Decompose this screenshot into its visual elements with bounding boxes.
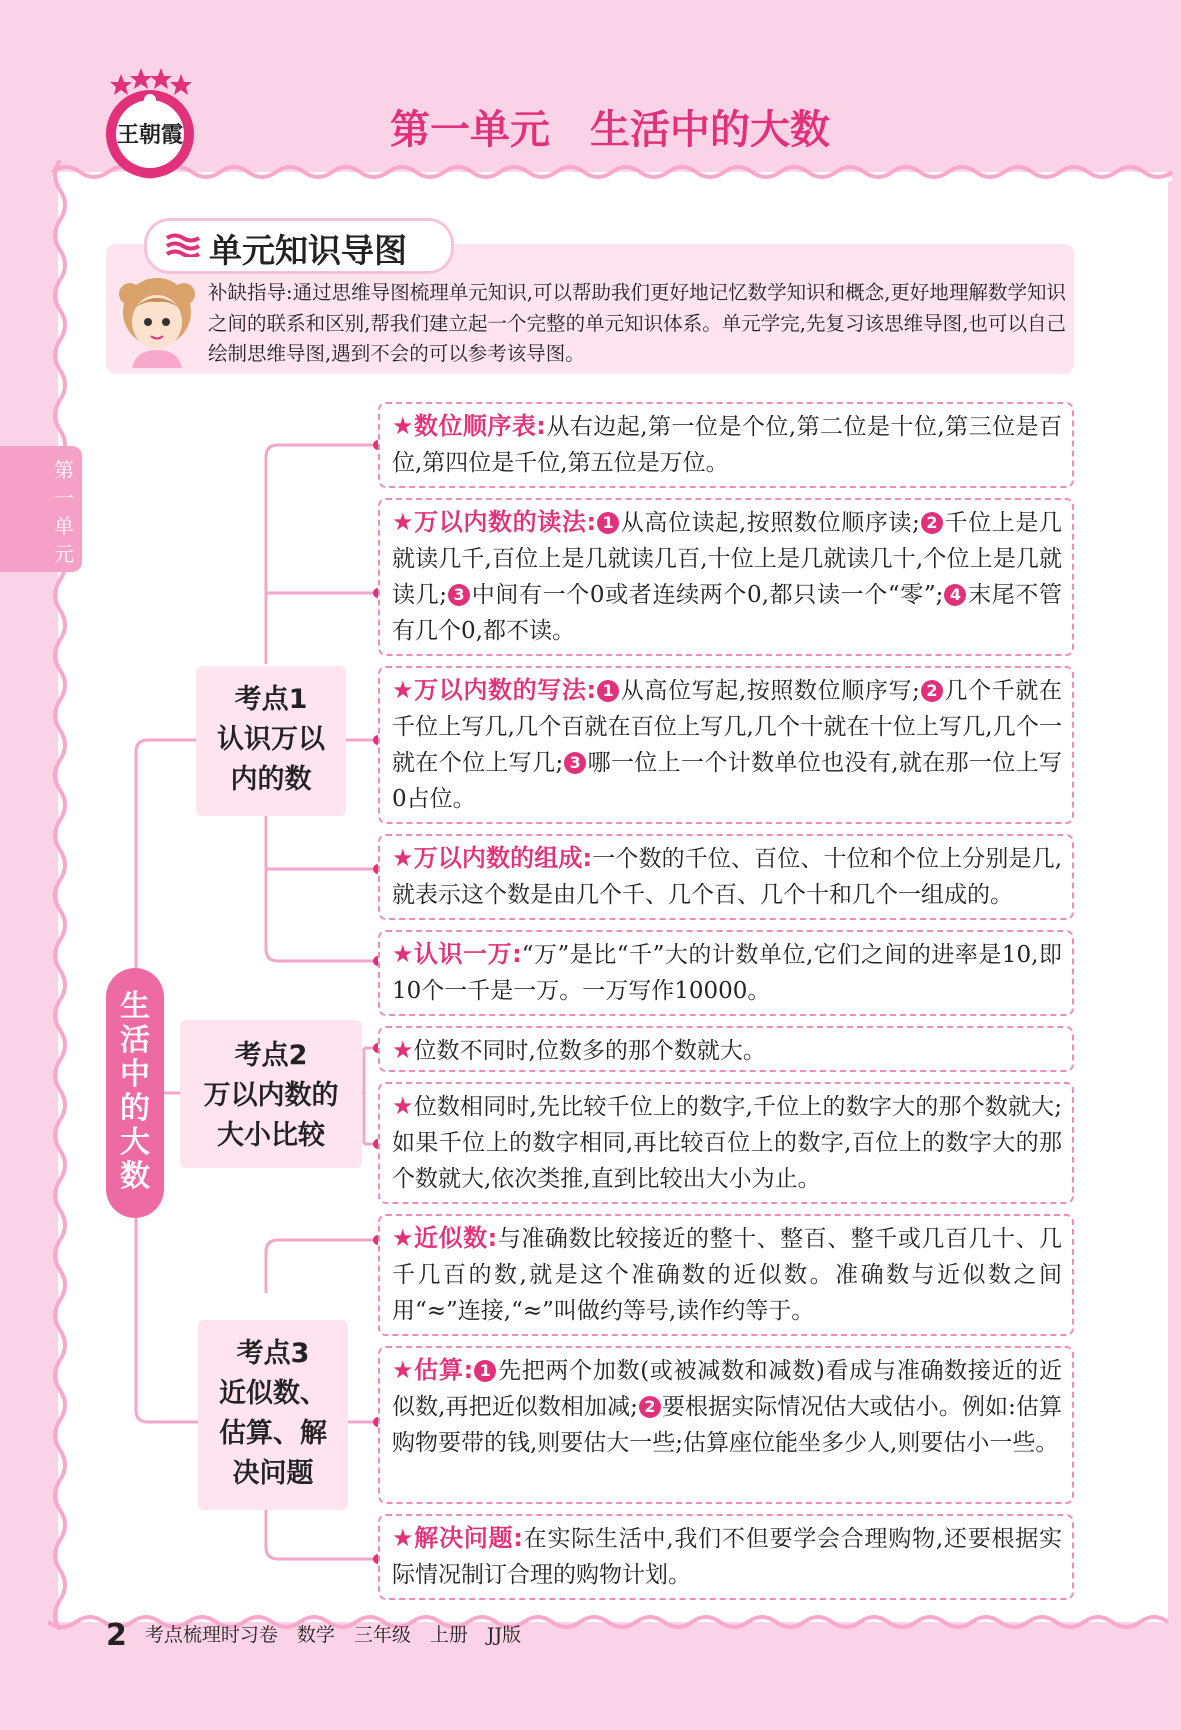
kaodian-line: 考点3: [236, 1338, 310, 1369]
kaodian-line: 决问题: [232, 1458, 314, 1489]
box-text: 从高位读起,按照数位顺序读;: [620, 510, 920, 536]
box-text: 位数相同时,先比较千位上的数字,千位上的数字大的那个数就大;如果千位上的数字相同,再比较百位上的数字,百位上的数字大的那个数就大,依次类推,直到比较出大小为止。: [392, 1094, 1062, 1192]
box-text: 千位上是几就读几千,百位上是几就读几百,十位上是几就读几十,个位上是几就读几;: [392, 510, 1063, 608]
kaodian-line: 估算、解: [219, 1418, 327, 1449]
box-text: 从高位写起,按照数位顺序写;: [620, 678, 920, 704]
knowledge-box-estimation: [378, 1346, 1074, 1504]
root-char: 大: [120, 1125, 150, 1160]
box-keyword: 认识一万:: [414, 940, 522, 968]
star-icon: ★: [392, 1224, 415, 1252]
box-text: “万”是比“千”大的计数单位,它们之间的进率是10,即10个一千是一万。一万写作10000。: [392, 942, 1062, 1004]
box-text: 在实际生活中,我们不但要学会合理购物,还要根据实际情况制订合理的购物计划。: [392, 1526, 1063, 1588]
footer-text: 考点梳理时习卷 数学 三年级 上册 JJ版: [144, 1624, 522, 1646]
kaodian-2-node: [180, 1020, 362, 1168]
kaodian-line: 考点1: [234, 684, 308, 715]
number-badge: 3: [448, 584, 470, 606]
kaodian-line: 万以内数的: [203, 1080, 339, 1111]
star-icon: ★: [392, 844, 414, 872]
box-text: 与准确数比较接近的整十、整百、整千或几百几十、几千几百的数,就是这个准确数的近似数。准确数与近似数之间用“≈”连接,“≈”叫做约等号,读作约等于。: [392, 1226, 1062, 1324]
kaodian-3-node: [198, 1320, 348, 1510]
star-icon: ★: [392, 1524, 415, 1552]
star-icon: ★: [392, 676, 415, 704]
number-badge: 4: [944, 584, 966, 606]
root-char: 中: [120, 1057, 150, 1092]
kaodian-line: 近似数、: [219, 1378, 327, 1409]
side-tab-char: 第: [54, 458, 74, 482]
box-keyword: 数位顺序表:: [413, 412, 546, 440]
star-icon: ★: [392, 508, 415, 536]
number-badge: 3: [564, 752, 586, 774]
knowledge-box-place-value: [378, 402, 1074, 488]
knowledge-box-compare-different-digits: [378, 1026, 1074, 1072]
root-char: 生: [120, 989, 150, 1024]
knowledge-box-approximate: [378, 1214, 1074, 1336]
knowledge-box-problem-solving: [378, 1514, 1074, 1600]
knowledge-box-writing: [378, 666, 1074, 824]
box-keyword: 解决问题:: [414, 1524, 523, 1552]
box-text: 一个数的千位、百位、十位和个位上分别是几,就表示这个数是由几个千、几个百、几个十和几个一组成的。: [392, 846, 1063, 908]
box-text: 要根据实际情况估大或估小。例如:估算购物要带的钱,则要估大一些;估算座位能坐多少人,则要估小一些。: [392, 1394, 1062, 1456]
kaodian-line: 内的数: [230, 764, 312, 795]
box-keyword: 万以内数的组成:: [413, 844, 593, 872]
box-text: 末尾不管有几个0,都不读。: [392, 582, 1063, 644]
knowledge-box-compare-same-digits: [378, 1082, 1074, 1204]
page-footer: [106, 1618, 521, 1653]
root-node: [106, 968, 164, 1218]
section-title: 单元知识导图: [209, 231, 407, 270]
number-badge: 2: [921, 512, 943, 534]
star-icon: ★: [392, 412, 414, 440]
knowledge-box-reading: [378, 498, 1074, 656]
side-tab-char: 元: [54, 542, 74, 566]
number-badge: 1: [597, 680, 619, 702]
side-tab-char: 一: [54, 486, 74, 510]
box-text: 先把两个加数(或被减数和减数)看成与准确数接近的近似数,再把近似数相加减;: [392, 1358, 1062, 1420]
box-keyword: 万以内数的写法:: [414, 676, 597, 704]
box-keyword: 近似数:: [414, 1224, 498, 1252]
box-text: 从右边起,第一位是个位,第二位是十位,第三位是百位,第四位是千位,第五位是万位。: [392, 414, 1062, 476]
number-badge: 1: [474, 1360, 496, 1382]
box-text: 哪一位上一个计数单位也没有,就在那一位上写0占位。: [392, 750, 1062, 812]
unit-title: 第一单元 生活中的大数: [390, 107, 830, 153]
guide-text: 补缺指导:通过思维导图梳理单元知识,可以帮助我们更好地记忆数学知识和概念,更好地理解数学知识之间的联系和区别,帮我们建立起一个完整的单元知识体系。单元学完,先复习该思维导图,也可以自己绘制思维导图,遇到不会的可以参考该导图。: [208, 281, 1066, 365]
star-icon: ★: [392, 1092, 414, 1120]
box-keyword: 万以内数的读法:: [414, 508, 597, 536]
knowledge-box-composition: [378, 834, 1074, 920]
kaodian-line: 认识万以: [217, 724, 325, 755]
star-icon: ★: [392, 940, 415, 968]
kaodian-line: 考点2: [234, 1040, 308, 1071]
number-badge: 2: [921, 680, 943, 702]
root-char: 数: [120, 1159, 150, 1194]
knowledge-box-ten-thousand: [378, 930, 1074, 1016]
kaodian-line: 大小比较: [217, 1120, 325, 1151]
page-number: 2: [106, 1618, 127, 1653]
box-keyword: 估算:: [414, 1356, 474, 1384]
number-badge: 1: [597, 512, 619, 534]
root-char: 活: [120, 1023, 150, 1058]
box-text: 几个千就在千位上写几,几个百就在百位上写几,几个十就在十位上写几,几个一就在个位上写几;: [392, 678, 1063, 776]
kaodian-1-node: [196, 666, 346, 816]
box-text: 位数不同时,位数多的那个数就大。: [413, 1038, 766, 1064]
side-tab-char: 单: [54, 514, 74, 538]
number-badge: 2: [639, 1396, 661, 1418]
root-char: 的: [120, 1091, 150, 1126]
star-icon: ★: [392, 1356, 415, 1384]
star-icon: ★: [392, 1036, 414, 1064]
box-text: 中间有一个0或者连续两个0,都只读一个“零”;: [471, 582, 944, 608]
svg-text:王朝霞: 王朝霞: [116, 122, 184, 148]
